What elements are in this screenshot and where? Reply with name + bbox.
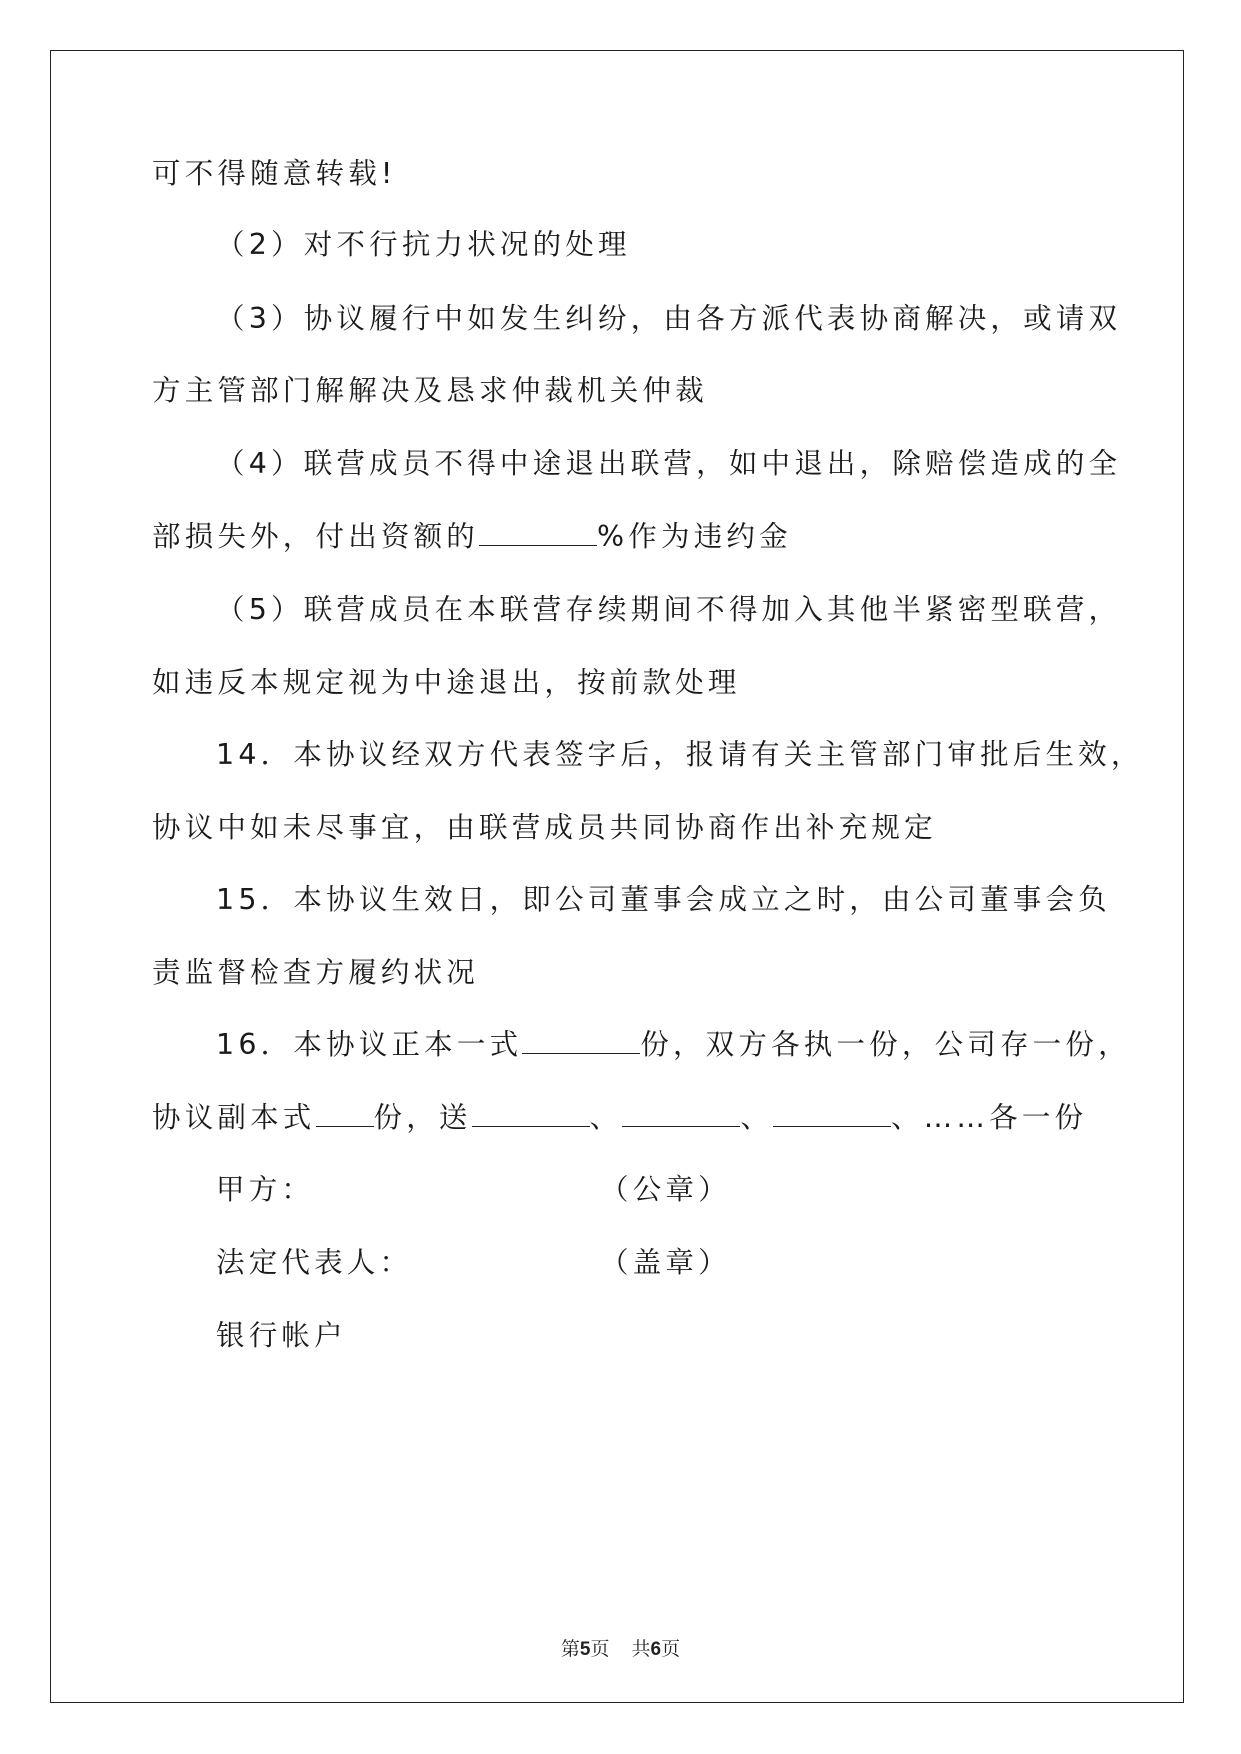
text-line: （5）联营成员在本联营存续期间不得加入其他半紧密型联营，	[216, 593, 1122, 626]
fill-blank	[316, 1100, 374, 1127]
text-segment: 份，送	[373, 1101, 472, 1134]
legal-rep-seal: （盖章）	[600, 1246, 731, 1279]
text-line: 15．本协议生效日，即公司董事会成立之时，由公司董事会负	[216, 883, 1111, 916]
text-line: 方主管部门解解决及恳求仲裁机关仲裁	[152, 374, 708, 407]
text-segment: %作为违约金	[597, 520, 792, 553]
text-line: 可不得随意转载!	[152, 157, 397, 190]
party-a-label: 甲方：	[216, 1173, 315, 1206]
text-line: （2）对不行抗力状况的处理	[216, 228, 631, 261]
footer-prefix: 第	[560, 1638, 580, 1660]
footer-page-word: 页	[661, 1638, 681, 1660]
text-line	[152, 519, 792, 555]
fill-blank	[622, 1100, 740, 1127]
current-page-number: 5	[579, 1639, 591, 1660]
text-line: 协议中如未尽事宜，由联营成员共同协商作出补充规定	[152, 811, 937, 844]
fill-blank	[773, 1100, 891, 1127]
footer-total-prefix: 共	[631, 1638, 651, 1660]
text-line: （3）协议履行中如发生纠纷，由各方派代表协商解决，或请双	[216, 302, 1122, 335]
text-segment: 、	[740, 1101, 774, 1134]
footer-page-word: 页	[590, 1638, 610, 1660]
text-segment: 、……各一份	[891, 1101, 1088, 1134]
text-line: 责监督检查方履约状况	[152, 956, 480, 989]
text-segment: 份，双方各执一份，公司存一份，	[640, 1028, 1131, 1061]
page-footer	[0, 1634, 1241, 1661]
text-segment: 、	[589, 1101, 623, 1134]
text-line: 如违反本规定视为中途退出，按前款处理	[152, 666, 741, 699]
fill-blank	[522, 1027, 640, 1054]
fill-blank	[472, 1100, 590, 1127]
text-line	[152, 1100, 1087, 1136]
page-border	[50, 50, 1184, 1703]
fill-blank	[479, 519, 597, 546]
text-segment: 协议副本式	[152, 1101, 316, 1134]
text-segment: 部损失外，付出资额的	[152, 520, 480, 553]
bank-account-label: 银行帐户	[216, 1319, 347, 1352]
text-line: 14．本协议经双方代表签字后，报请有关主管部门审批后生效，	[216, 738, 1144, 771]
legal-rep-label: 法定代表人：	[216, 1246, 413, 1279]
text-segment: 16．本协议正本一式	[216, 1028, 523, 1061]
party-a-seal: （公章）	[600, 1173, 731, 1206]
text-line	[216, 1027, 1131, 1063]
total-page-number: 6	[650, 1639, 662, 1660]
text-line: （4）联营成员不得中途退出联营，如中退出，除赔偿造成的全	[216, 447, 1122, 480]
